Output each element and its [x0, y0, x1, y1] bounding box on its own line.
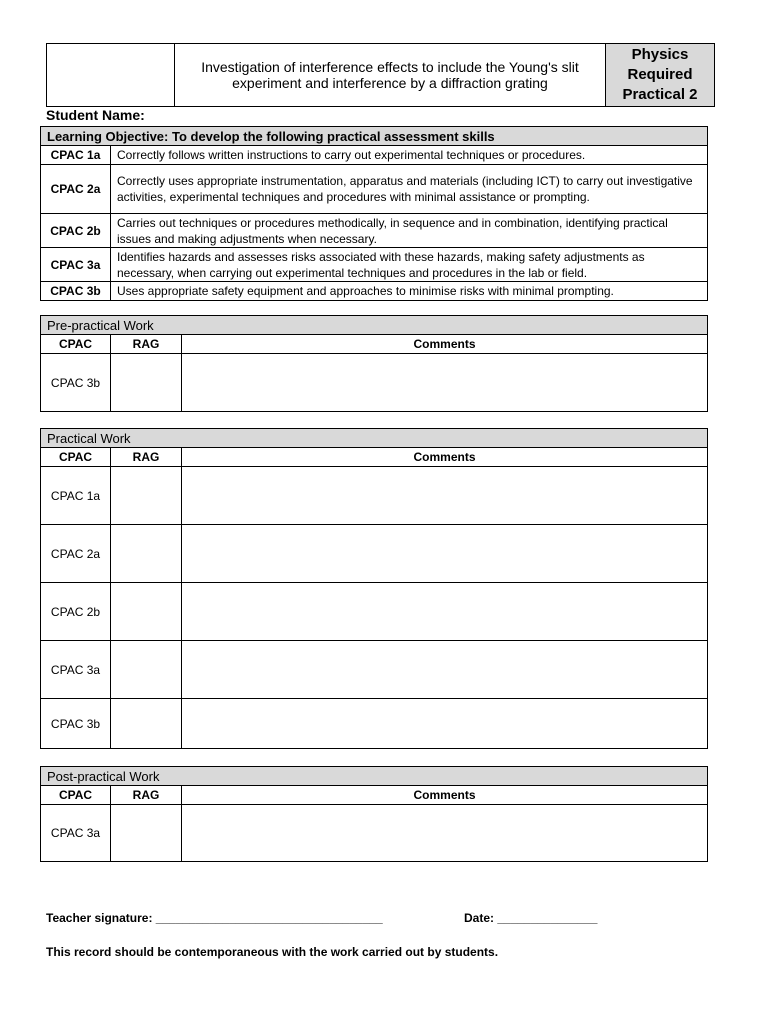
col-header-rag: RAG — [111, 448, 182, 467]
col-header-comments: Comments — [182, 448, 708, 467]
subject-line: Practical 2 — [622, 86, 698, 103]
record-note: This record should be contemporaneous with the work carried out by students. — [46, 945, 499, 959]
rag-cell[interactable] — [111, 467, 182, 525]
cpac-label: CPAC 3a — [41, 641, 111, 699]
section-heading: Pre-practical Work — [41, 316, 708, 335]
header-blank-cell — [47, 44, 175, 107]
post-practical-table — [40, 766, 708, 862]
comments-cell[interactable] — [182, 467, 708, 525]
objective-text: Correctly follows written instructions to carry out experimental techniques or procedures. — [111, 146, 708, 165]
subject-badge — [606, 44, 715, 107]
rag-cell[interactable] — [111, 805, 182, 862]
objectives-heading: Learning Objective: To develop the following practical assessment skills — [41, 127, 708, 146]
header-table — [46, 43, 715, 107]
col-header-cpac: CPAC — [41, 335, 111, 354]
date-line[interactable]: Date: _______________ — [464, 911, 598, 925]
objective-code: CPAC 1a — [41, 146, 111, 165]
section-heading: Practical Work — [41, 429, 708, 448]
rag-cell[interactable] — [111, 525, 182, 583]
cpac-label: CPAC 2b — [41, 583, 111, 641]
cpac-label: CPAC 3b — [41, 354, 111, 412]
objective-code: CPAC 2b — [41, 214, 111, 248]
cpac-label: CPAC 1a — [41, 467, 111, 525]
objective-text: Uses appropriate safety equipment and approaches to minimise risks with minimal prompting. — [111, 282, 708, 301]
comments-cell[interactable] — [182, 525, 708, 583]
comments-cell[interactable] — [182, 583, 708, 641]
rag-cell[interactable] — [111, 583, 182, 641]
student-name-label: Student Name: — [46, 107, 145, 123]
rag-cell[interactable] — [111, 641, 182, 699]
col-header-comments: Comments — [182, 786, 708, 805]
objectives-table — [40, 126, 708, 301]
subject-line: Required — [627, 66, 693, 83]
objective-text: Identifies hazards and assesses risks associated with these hazards, making safety adjustments as necessary, when carrying out experimental techniques and procedures in the lab or field. — [111, 248, 708, 282]
col-header-comments: Comments — [182, 335, 708, 354]
pre-practical-table — [40, 315, 708, 412]
teacher-signature-line[interactable]: Teacher signature: __________________________________ — [46, 911, 383, 925]
subject-line: Physics — [631, 46, 689, 63]
objective-code: CPAC 2a — [41, 165, 111, 214]
practical-table — [40, 428, 708, 749]
col-header-rag: RAG — [111, 335, 182, 354]
cpac-label: CPAC 2a — [41, 525, 111, 583]
objective-text: Correctly uses appropriate instrumentation, apparatus and materials (including ICT) to carry out investigative activities, experimental techniques and procedures with minimal assistance or prompting. — [111, 165, 708, 214]
comments-cell[interactable] — [182, 354, 708, 412]
comments-cell[interactable] — [182, 641, 708, 699]
objective-code: CPAC 3a — [41, 248, 111, 282]
objective-text: Carries out techniques or procedures methodically, in sequence and in combination, identifying practical issues and making adjustments when necessary. — [111, 214, 708, 248]
cpac-label: CPAC 3a — [41, 805, 111, 862]
comments-cell[interactable] — [182, 699, 708, 749]
col-header-cpac: CPAC — [41, 786, 111, 805]
practical-title: Investigation of interference effects to include the Young's slit experiment and interference by a diffraction grating — [175, 44, 606, 107]
comments-cell[interactable] — [182, 805, 708, 862]
col-header-rag: RAG — [111, 786, 182, 805]
objective-code: CPAC 3b — [41, 282, 111, 301]
cpac-label: CPAC 3b — [41, 699, 111, 749]
rag-cell[interactable] — [111, 354, 182, 412]
col-header-cpac: CPAC — [41, 448, 111, 467]
rag-cell[interactable] — [111, 699, 182, 749]
section-heading: Post-practical Work — [41, 767, 708, 786]
